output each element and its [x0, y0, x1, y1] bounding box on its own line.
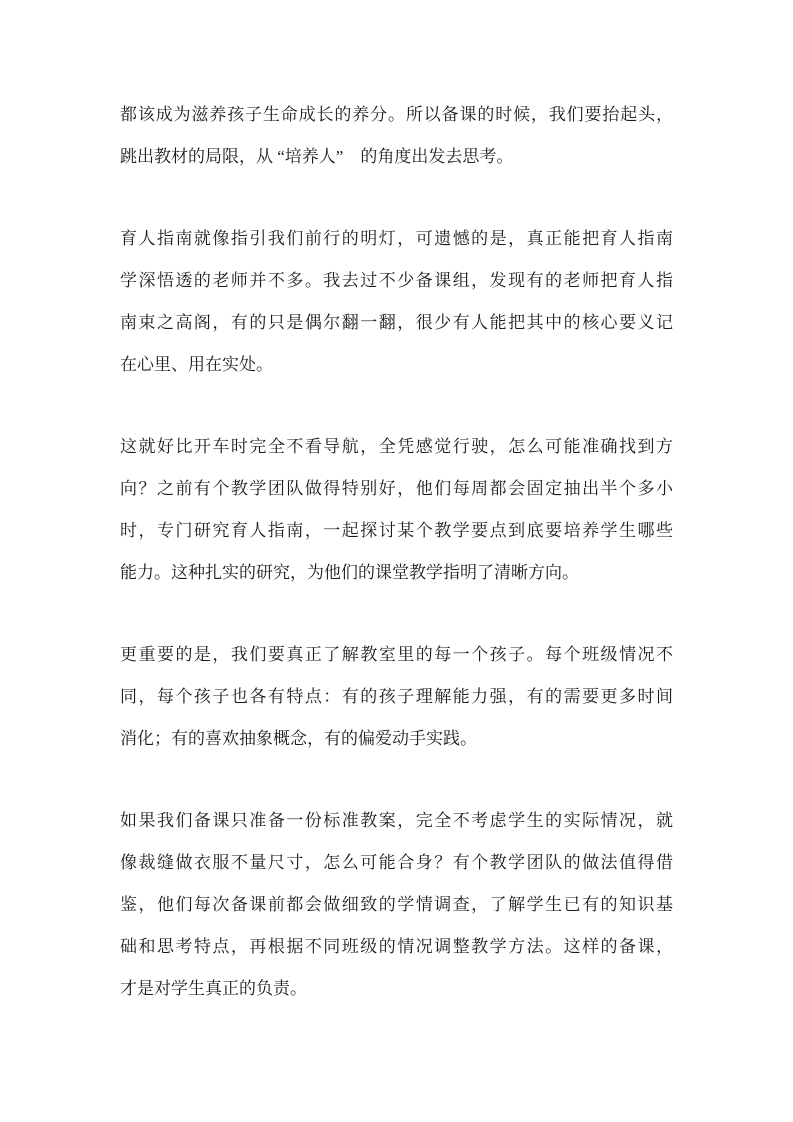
- text-line: 能力。这种扎实的研究，为他们的课堂教学指明了清晰方向。: [120, 563, 579, 582]
- paragraph: [120, 634, 673, 760]
- text-line: 才是对学生真正的负责。: [120, 979, 307, 998]
- paragraph: [120, 218, 673, 386]
- text-line: 在心里、用在实处。: [120, 355, 273, 374]
- text-line: 像裁缝做衣服不量尺寸，怎么可能合身？有个教学团队的做法值得借: [120, 853, 673, 872]
- text-line: 这就好比开车时完全不看导航，全凭感觉行驶，怎么可能准确找到方: [120, 437, 673, 456]
- paragraph: [120, 94, 673, 178]
- paragraph: [120, 800, 673, 1010]
- text-line: 如果我们备课只准备一份标准教案，完全不考虑学生的实际情况，就: [120, 811, 673, 830]
- text-line: 向？之前有个教学团队做得特别好，他们每周都会固定抽出半个多小: [120, 479, 673, 498]
- text-line: 南束之高阁，有的只是偶尔翻一翻，很少有人能把其中的核心要义记: [120, 313, 673, 332]
- text-line: 鉴，他们每次备课前都会做细致的学情调查，了解学生已有的知识基: [120, 895, 673, 914]
- text-line: 学深悟透的老师并不多。我去过不少备课组，发现有的老师把育人指: [120, 271, 673, 290]
- text-line: 时，专门研究育人指南，一起探讨某个教学要点到底要培养学生哪些: [120, 521, 673, 540]
- text-line: 更重要的是，我们要真正了解教室里的每一个孩子。每个班级情况不: [120, 645, 673, 664]
- text-line: 同，每个孩子也各有特点：有的孩子理解能力强，有的需要更多时间: [120, 687, 673, 706]
- text-line: 都该成为滋养孩子生命成长的养分。所以备课的时候，我们要抬起头，: [120, 105, 673, 124]
- paragraph: [120, 426, 673, 594]
- text-line: 础和思考特点，再根据不同班级的情况调整教学方法。这样的备课，: [120, 937, 673, 956]
- text-line: 消化；有的喜欢抽象概念，有的偏爱动手实践。: [120, 729, 477, 748]
- text-line: 育人指南就像指引我们前行的明灯，可遗憾的是，真正能把育人指南: [120, 229, 673, 248]
- text-line: 跳出教材的局限，从 “培养人” 的角度出发去思考。: [120, 147, 514, 166]
